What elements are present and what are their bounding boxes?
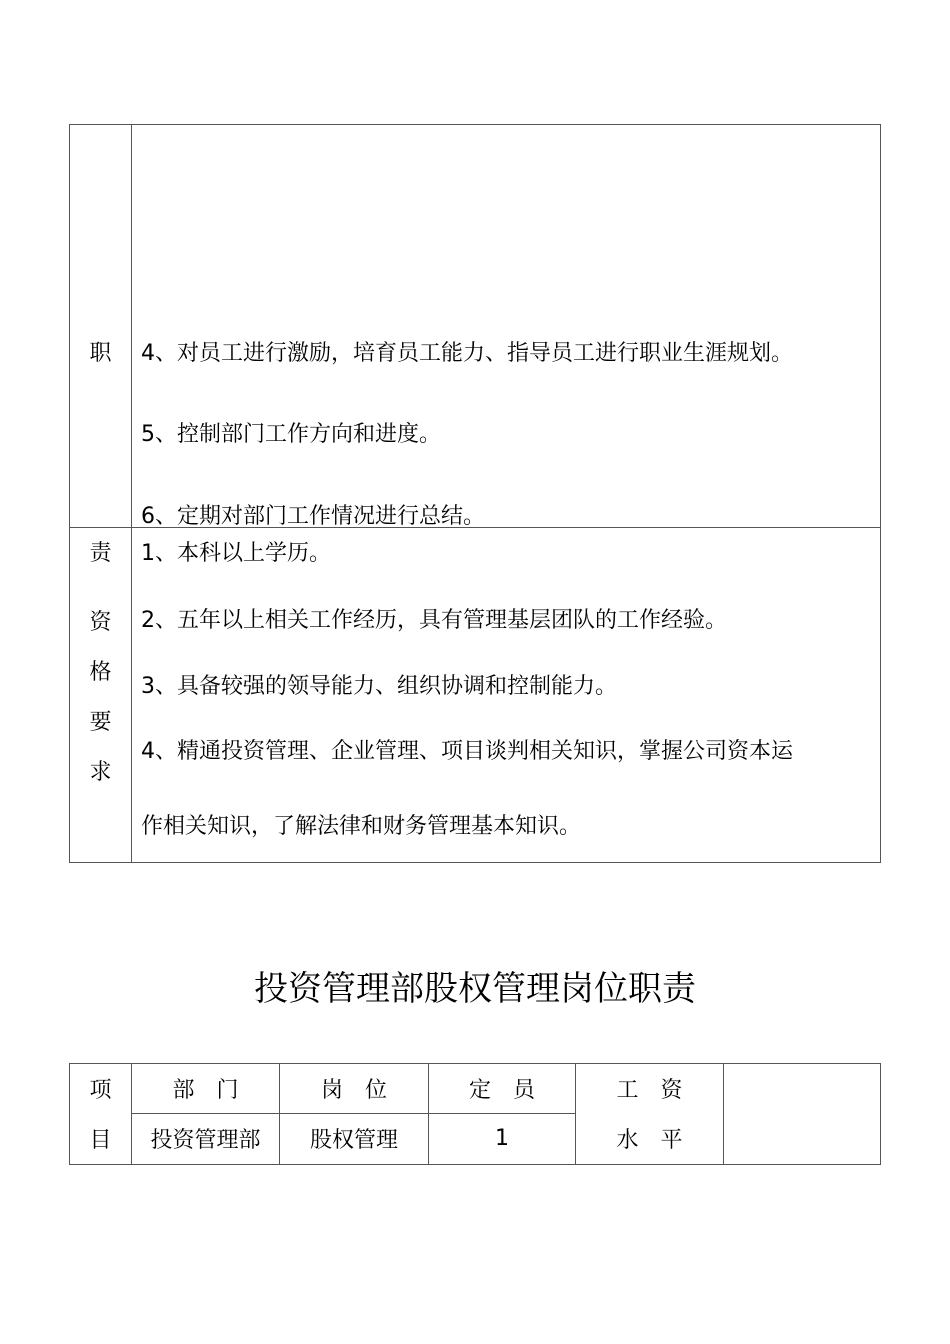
section-title: 投资管理部股权管理岗位职责: [254, 969, 696, 1009]
header-post: 岗 位: [320, 1078, 387, 1103]
value-post: 股权管理: [309, 1128, 398, 1153]
value-staff: 1: [495, 1126, 509, 1151]
table2-right-border: [880, 1063, 881, 1165]
table1-left-border: [69, 124, 70, 863]
header-staff: 定 员: [468, 1078, 535, 1103]
qual-item-4-cont: 作相关知识，了解法律和财务管理基本知识。: [141, 814, 582, 839]
table1-top-border: [69, 124, 881, 125]
item-label-bottom: 目: [89, 1128, 112, 1153]
duties-label-top: 职: [89, 341, 112, 366]
qual-label-4: 求: [89, 760, 112, 785]
duties-label-bottom: 责: [89, 541, 112, 566]
table1-right-border: [880, 124, 881, 863]
qual-item-2: 2、五年以上相关工作经历，具有管理基层团队的工作经验。: [141, 608, 727, 633]
qual-item-3: 3、具备较强的领导能力、组织协调和控制能力。: [141, 674, 617, 699]
table1-col-divider: [131, 124, 132, 863]
duty-item-6: 6、定期对部门工作情况进行总结。: [141, 504, 485, 529]
duty-item-5: 5、控制部门工作方向和进度。: [141, 422, 441, 447]
header-dept: 部 门: [172, 1078, 239, 1103]
qual-label-2: 格: [89, 660, 112, 685]
qual-label-3: 要: [89, 710, 112, 735]
duty-item-4: 4、对员工进行激励，培育员工能力、指导员工进行职业生涯规划。: [141, 341, 793, 366]
table2-bottom-border: [69, 1164, 881, 1165]
table1-bottom-border: [69, 862, 881, 863]
item-label-top: 项: [89, 1078, 112, 1103]
qual-label-1: 资: [89, 610, 112, 635]
header-wage-top: 工 资: [616, 1078, 683, 1103]
qual-item-4: 4、精通投资管理、企业管理、项目谈判相关知识，掌握公司资本运: [141, 739, 793, 764]
value-wage-cell: [724, 1064, 880, 1164]
header-wage-bottom: 水 平: [616, 1128, 683, 1153]
qual-item-1: 1、本科以上学历。: [141, 541, 331, 566]
table2-row-divider: [131, 1113, 576, 1114]
value-dept: 投资管理部: [150, 1128, 261, 1153]
